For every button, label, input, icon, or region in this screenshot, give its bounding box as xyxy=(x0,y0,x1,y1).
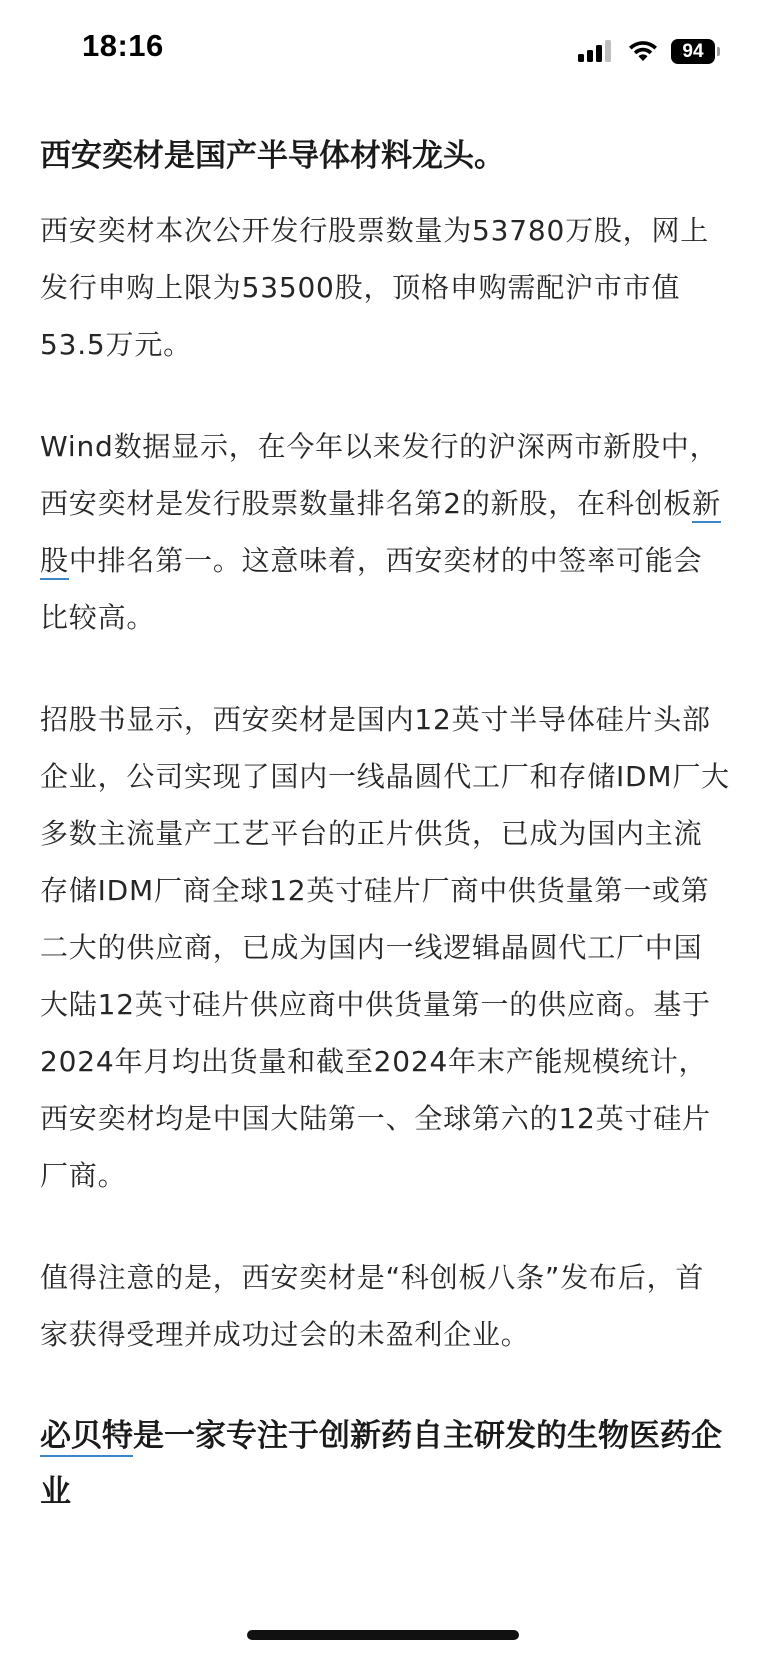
battery-icon xyxy=(671,39,720,64)
signal-icon xyxy=(578,40,611,62)
paragraph: 值得注意的是，西安奕材是“科创板八条”发布后，首家获得受理并成功过会的未盈利企业。 xyxy=(40,1261,705,1351)
heading-text: 是一家专注于创新药自主研发的生物医药企业 xyxy=(40,1418,722,1510)
paragraph: 招股书显示，西安奕材是国内12英寸半导体硅片头部企业，公司实现了国内一线晶圆代工厂和存储IDM厂大多数主流量产工艺平台的正片供货，已成为国内主流存储IDM厂商全球12英寸硅片厂商中供货量第一或第二大的供应商，已成为国内一线逻辑晶圆代工厂中国大陆12英寸硅片供应商中供货量第一的供应商。基于2024年月均出货量和截至2024年末产能规模统计，西安奕材均是中国大陆第一、全球第六的12英寸硅片厂商。 xyxy=(40,703,730,1192)
paragraph-text: 中排名第一。这意味着，西安奕材的中签率可能会比较高。 xyxy=(40,544,703,634)
section-heading xyxy=(40,1408,730,1520)
stock-link[interactable]: 新股 xyxy=(40,487,721,580)
section-heading: 西安奕材是国产半导体材料龙头。 xyxy=(40,138,505,174)
wifi-icon xyxy=(627,39,659,63)
article-body xyxy=(40,128,730,1520)
battery-tip xyxy=(717,47,720,56)
bottom-cover xyxy=(0,1585,768,1663)
home-indicator[interactable] xyxy=(247,1630,519,1640)
paragraph xyxy=(40,418,730,646)
status-icons xyxy=(578,36,720,66)
status-bar xyxy=(0,0,768,100)
paragraph-text: Wind数据显示，在今年以来发行的沪深两市新股中，西安奕材是发行股票数量排名第2的新股，在科创板 xyxy=(40,430,719,520)
paragraph: 西安奕材本次公开发行股票数量为53780万股，网上发行申购上限为53500股，顶格申购需配沪市市值53.5万元。 xyxy=(40,214,710,361)
status-time: 18:16 xyxy=(82,28,164,63)
company-link[interactable]: 必贝特 xyxy=(40,1418,133,1457)
battery-level: 94 xyxy=(671,39,715,64)
